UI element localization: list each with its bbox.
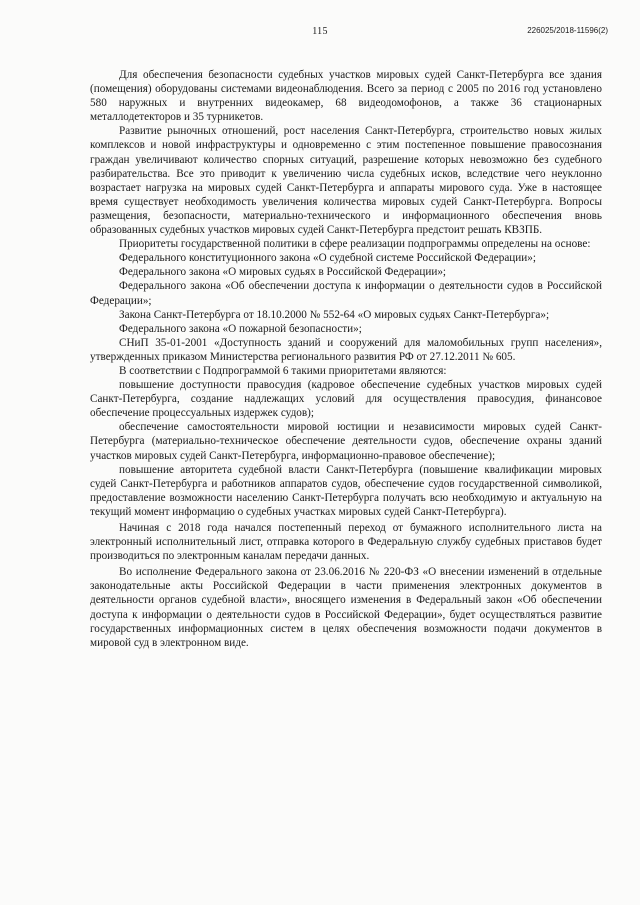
paragraph-electronic-writ: Начиная с 2018 года начался постепенный переход от бумажного исполнительного листа на электронный исполнительный лист, отправка которого в Федеральную службу судебных приставов будет производиться по электронным каналам передачи данных. [90, 522, 602, 563]
paragraph-priority-accessibility: повышение доступности правосудия (кадровое обеспечение судебных участков мировых судей Санкт-Петербурга, создание надлежащих условий для осуществления правосудия, финансовое обеспечение процессуальных издержек судов); [90, 379, 602, 420]
paragraph-law-justices: Федерального закона «О мировых судьях в Российской Федерации»; [119, 266, 447, 279]
paragraph-snip: СНиП 35-01-2001 «Доступность зданий и сооружений для маломобильных групп населения», утвержденных приказом Министерства регионального развития РФ от 27.12.2011 № 605. [90, 336, 602, 363]
paragraph-market-development: Развитие рыночных отношений, рост населения Санкт-Петербурга, строительство новых жилых комплексов и новой инфраструктуры и одновременно с этим постепенное повышение правосознания граждан увеличивают количество спорных ситуаций, разрешение которых невозможно без судебного разбирательства. Все это приводит к увеличению числа судебных исков, вследствие чего неуклонно возрастает нагрузка на мировых судей Санкт-Петербурга и аппараты мирового суда. Уже в настоящее время существует необходимость увеличения количества мировых судей Санкт-Петербурга. Вопросы размещения, безопасности, материально-технического и информационного обеспечения вновь образованных судебных участков мировых судей Санкт-Петербурга предстоит решать КВЗПБ. [90, 125, 602, 237]
paragraph-subprogram-priorities: В соответствии с Подпрограммой 6 такими приоритетами являются: [119, 364, 447, 377]
paragraph-law-information-access: Федерального закона «Об обеспечении доступа к информации о деятельности судов в Российской Федерации»; [90, 280, 602, 307]
document-body [90, 68, 602, 650]
paragraph-federal-law-220: Во исполнение Федерального закона от 23.06.2016 № 220-ФЗ «О внесении изменений в отдельные законодательные акты Российской Федерации в части применения электронных документов в деятельности органов судебной власти», вносящего изменения в Федеральный закон «Об обеспечении доступа к информации о деятельности судов в Российской Федерации», будет осуществляться развитие государственных информационных систем в целях обеспечения возможности подачи документов в мировой суд в электронном виде. [90, 566, 602, 649]
paragraph-security: Для обеспечения безопасности судебных участков мировых судей Санкт-Петербурга все здания (помещения) оборудованы системами видеонаблюдения. Всего за период с 2005 по 2016 год установлено 580 наружных и внутренних видеокамер, 68 видеодомофонов, а также 36 стационарных металлодетекторов и 35 турникетов. [90, 69, 602, 124]
paragraph-priority-independence: обеспечение самостоятельности мировой юстиции и независимости мировых судей Санкт-Петербурга (материально-техническое обеспечение деятельности судов, обеспечение охраны зданий участков мировых судей Санкт-Петербурга, информационно-правовое обеспечение); [90, 421, 602, 462]
paragraph-law-constitutional: Федерального конституционного закона «О судебной системе Российской Федерации»; [119, 252, 536, 265]
document-id: 226025/2018-11596(2) [527, 26, 608, 35]
page-number: 115 [312, 26, 328, 37]
paragraph-priority-authority: повышение авторитета судебной власти Санкт-Петербурга (повышение квалификации мировых судей Санкт-Петербурга и работников аппаратов судов, обеспечение судов государственной символикой, предоставление возможности населению Санкт-Петербурга получать всю необходимую и актуальную на текущий момент информацию о судебных участках мировых судей Санкт-Петербурга). [90, 463, 602, 518]
paragraph-law-fire-safety: Федерального закона «О пожарной безопасности»; [119, 322, 362, 335]
paragraph-law-spb: Закона Санкт-Петербурга от 18.10.2000 № 552-64 «О мировых судьях Санкт-Петербурга»; [119, 308, 550, 321]
paragraph-priorities-intro: Приоритеты государственной политики в сфере реализации подпрограммы определены на основе: [119, 238, 591, 251]
